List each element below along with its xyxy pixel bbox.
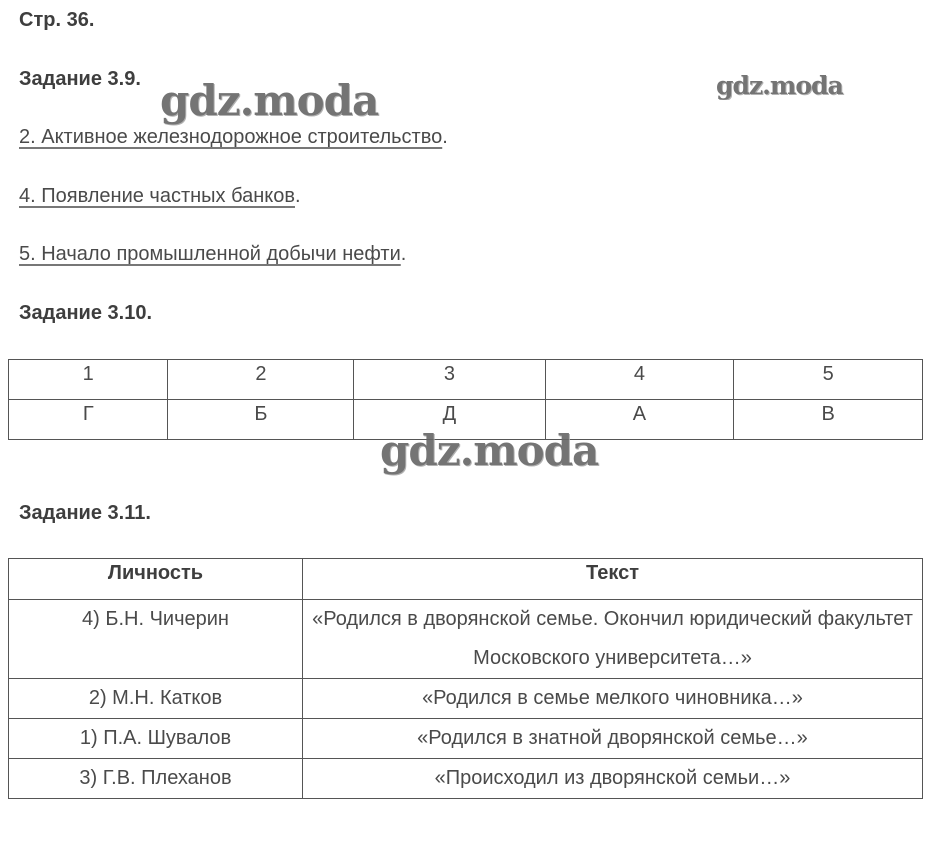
table-cell-letter: Д [354,400,545,440]
text-cell: «Родился в знатной дворянской семье…» [303,719,923,759]
answer-text: 2. Активное железнодорожное строительство [19,126,443,148]
task-3-11-heading: Задание 3.11. [19,502,151,524]
table-row [9,360,923,400]
text-cell: «Происходил из дворянской семьи…» [303,759,923,799]
text-cell: «Родился в дворянской семье. Окончил юридический факультет Московского университета…» [303,600,923,679]
table-row [9,679,923,719]
watermark: gdz.moda [716,71,843,100]
answer-text: 4. Появление частных банков [19,185,295,207]
answer-punct: . [400,243,407,265]
table-cell-number: 1 [9,360,168,400]
answer-text: 5. Начало промышленной добычи нефти [19,243,401,265]
person-cell: 1) П.А. Шувалов [9,719,303,759]
table-row [9,600,923,679]
table-row [9,719,923,759]
watermark: gdz.moda [160,76,379,125]
answer-item [19,126,448,149]
table-cell-number: 3 [354,360,545,400]
column-header-person: Личность [9,559,303,600]
answer-punct: . [295,185,301,207]
table-header-row [9,559,923,600]
task-3-9-heading: Задание 3.9. [19,68,141,90]
answer-item [19,243,406,266]
task-3-10-heading: Задание 3.10. [19,302,153,324]
text-cell: «Родился в семье мелкого чиновника…» [303,679,923,719]
answer-punct: . [442,126,448,148]
table-cell-letter: А [545,400,734,440]
table-cell-number: 2 [168,360,354,400]
person-cell: 4) Б.Н. Чичерин [9,600,303,679]
watermark: gdz.moda [380,426,599,475]
table-row [9,759,923,799]
page-number: Стр. 36. [19,9,95,31]
answer-item [19,185,301,208]
table-cell-number: 5 [734,360,923,400]
table-cell-number: 4 [545,360,734,400]
table-cell-letter: В [734,400,923,440]
table-cell-letter: Б [168,400,354,440]
matching-table-3-11 [8,558,923,799]
table-cell-letter: Г [9,400,168,440]
column-header-text: Текст [303,559,923,600]
person-cell: 3) Г.В. Плеханов [9,759,303,799]
person-cell: 2) М.Н. Катков [9,679,303,719]
